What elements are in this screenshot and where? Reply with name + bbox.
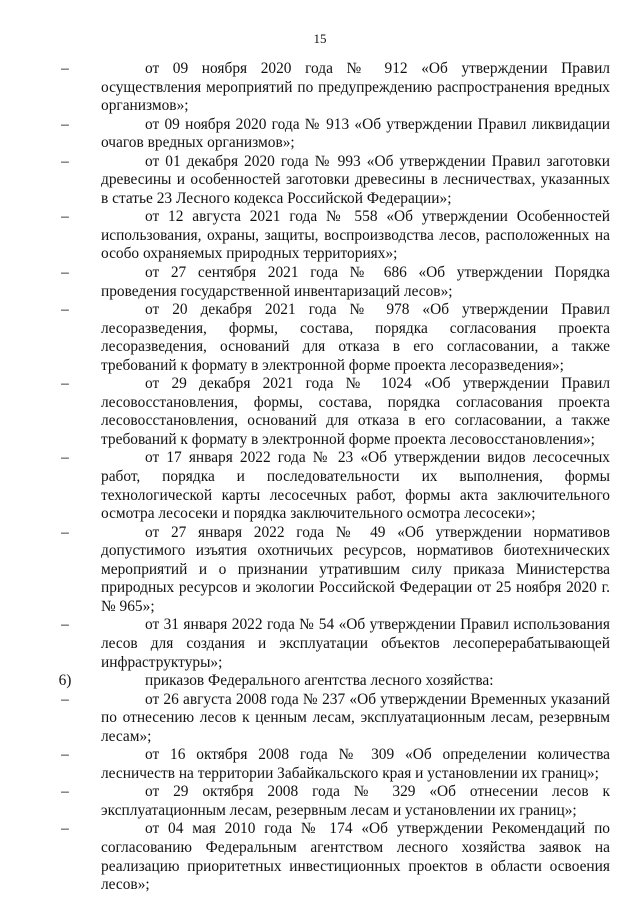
list-item-marker: – [61,301,69,319]
list-item [61,301,610,375]
list-item-text: от 04 мая 2010 года № 174 «Об утверждении Рекомендаций по согласованию Федеральным агентством лесного хозяйства заявок на реализацию приоритетных инвестиционных проектов в области освоения лесов»; [101,820,610,894]
list-item-text: от 26 августа 2008 года № 237 «Об утверждении Временных указаний по отнесению лесов к ценным лесам, эксплуатационным лесам, резервным лесам»; [101,690,610,745]
list-item-text: от 12 августа 2021 года № 558 «Об утверждении Особенностей использования, охраны, защиты, воспроизводства лесов, расположенных на особо охраняемых природных территориях»; [101,208,610,263]
list-item-marker: – [61,690,69,708]
list-item [61,208,610,264]
list-item-marker: – [61,375,69,393]
list-item-marker: – [61,152,69,170]
page-number: 15 [313,31,327,46]
list-item-text: от 29 декабря 2021 года № 1024 «Об утверждении Правил лесовосстановления, формы, состава, порядка согласования проекта лесовосстановления, оснований для отказа в его согласовании, а также требований к формату в электронной форме проекта лесовосстановления»; [101,375,610,448]
list-item-text: от 09 ноября 2020 года № 913 «Об утверждении Правил ликвидации очагов вредных организмов»; [101,115,610,152]
list-item [61,616,610,672]
list-item-marker: – [61,820,69,838]
list-item-text: от 16 октября 2008 года № 309 «Об определении количества лесничеств на территории Забайкальского края и установлении их границ»; [101,746,610,782]
list-item-text: от 29 октября 2008 года № 329 «Об отнесении лесов к эксплуатационным лесам, резервным лесам и установлении их границ»; [101,783,610,819]
list-item [61,820,610,894]
list-item-marker: – [61,783,69,801]
list-item-text: от 27 сентября 2021 года № 686 «Об утверждении Порядка проведения государственной инвентаризаций лесов»; [101,264,610,300]
list-item-marker: – [61,208,69,226]
list-item [61,375,610,449]
list-item [61,152,610,209]
list-item-text: от 20 декабря 2021 года № 978 «Об утверждении Правил лесоразведения, формы, состава, порядка согласования проекта лесоразведения, оснований для отказа в его согласовании, а также требований к формату в электронной форме проекта лесоразведения»; [101,301,610,374]
list-item-text: от 27 января 2022 года № 49 «Об утверждении нормативов допустимого изъятия охотничьих ресурсов, нормативов биотехнических мероприятий и о признании утратившим силу приказа Министерства природных ресурсов и экологии Российской Федерации от 25 ноября 2020 г. № 965»; [101,523,610,615]
list-item [61,690,610,747]
list-item [61,783,610,820]
list-item-marker: – [61,616,69,634]
list-item-marker: – [61,115,69,133]
list-item [61,449,610,523]
section-heading [58,672,610,691]
list-item-marker: – [61,523,69,541]
list-item-marker: – [61,60,69,77]
list-item [61,60,610,116]
list-item [61,746,610,783]
list-item [61,264,610,301]
list-item-text: от 31 января 2022 года № 54 «Об утверждении Правил использования лесов для создания и эксплуатации объектов лесоперерабатывающей инфраструктуры»; [101,616,610,671]
list-item-marker: – [61,449,69,467]
list-item [61,115,610,153]
list-item-text: от 09 ноября 2020 года № 912 «Об утверждении Правил осуществления мероприятий по предупреждению распространения вредных организмов»; [101,60,610,115]
list-item-text: от 01 декабря 2020 года № 993 «Об утверждении Правил заготовки древесины и особенностей заготовки древесины в лесничествах, указанных в статье 23 Лесного кодекса Российской Федерации»; [101,152,610,207]
list-item-text: от 17 января 2022 года № 23 «Об утверждении видов лесосечных работ, порядка и последовательности их выполнения, формы технологической карты лесосечных работ, формы акта заключительного осмотра лесосеки и порядка заключительного осмотра лесосеки»; [101,449,610,523]
list-item-marker: – [61,746,69,764]
list-item [61,523,610,617]
list-item-marker: – [61,264,69,282]
section-heading-text: приказов Федерального агентства лесного хозяйства: [145,672,494,690]
document-body [58,60,610,895]
section-number: 6) [58,672,72,690]
